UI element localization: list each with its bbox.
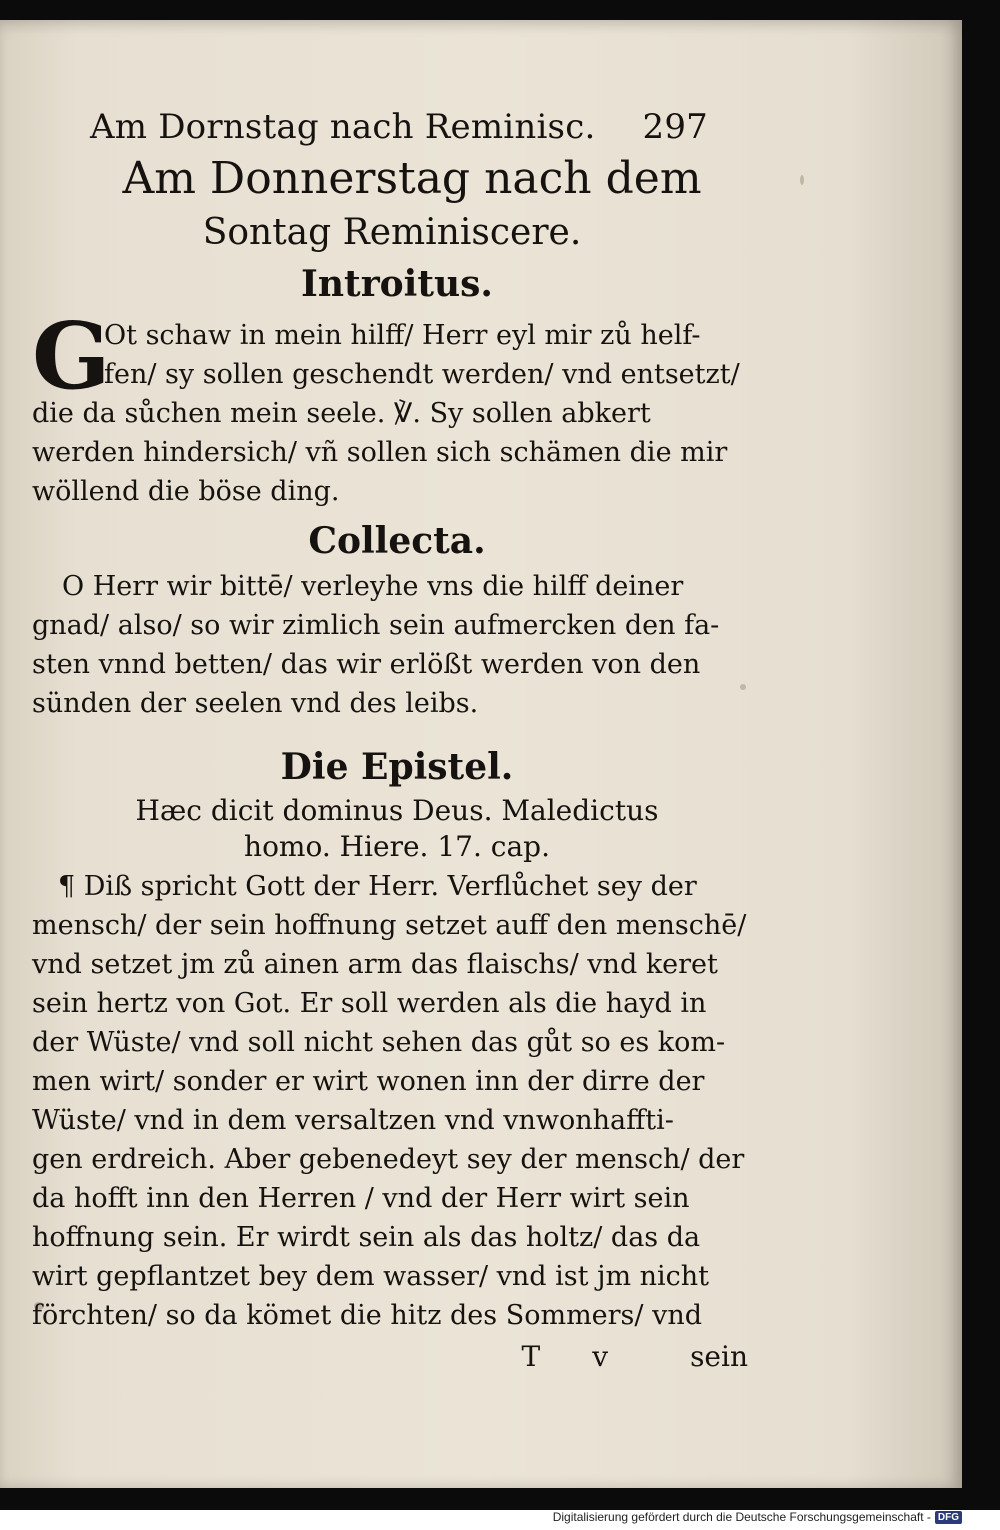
text-line: förchten/ so da kömet die hitz des Sommers/ vnd bbox=[32, 1300, 703, 1331]
text-line: hoffnung sein. Er wirdt sein als das holtz/ das da bbox=[32, 1222, 701, 1253]
text-line: men wirt/ sonder er wirt wonen inn der dirre der bbox=[32, 1066, 705, 1097]
text-line: gnad/ also/ so wir zimlich sein aufmercken den fa- bbox=[32, 610, 720, 641]
text-line: wöllend die böse ding. bbox=[32, 476, 340, 507]
text-line: ¶ Diß spricht Gott der Herr. Verflůchet sey der bbox=[58, 871, 697, 902]
text-line: da hofft inn den Herren / vnd der Herr wirt sein bbox=[32, 1183, 690, 1214]
stain bbox=[800, 175, 804, 185]
page-subtitle: Sontag Reminiscere. bbox=[202, 212, 582, 253]
text-line: sten vnnd betten/ das wir erlößt werden von den bbox=[32, 649, 701, 680]
text-line: fen/ sy sollen geschendt werden/ vnd entsetzt/ bbox=[104, 359, 740, 390]
folio-number: 297 bbox=[642, 107, 708, 147]
running-head-title: Am Dornstag nach Reminisc. bbox=[90, 107, 596, 147]
credit-text: Digitalisierung gefördert durch die Deutsche Forschungsgemeinschaft - bbox=[552, 1510, 931, 1524]
text-line: sein hertz von Got. Er soll werden als die hayd in bbox=[32, 988, 707, 1019]
book-page bbox=[0, 20, 962, 1488]
introitus-heading: Introitus. bbox=[301, 263, 493, 305]
text-line: der Wüste/ vnd soll nicht sehen das gůt so es kom- bbox=[32, 1027, 726, 1058]
page-title: Am Donnerstag nach dem bbox=[122, 153, 702, 204]
drop-capital: G bbox=[32, 302, 111, 410]
latin-line: Hæc dicit dominus Deus. Maledictus bbox=[135, 794, 659, 827]
text-line: sünden der seelen vnd des leibs. bbox=[32, 688, 479, 719]
epistel-heading: Die Epistel. bbox=[280, 746, 514, 788]
text-line: Ot schaw in mein hilff/ Herr eyl mir zů helf- bbox=[104, 320, 701, 351]
page-text bbox=[32, 104, 752, 1377]
signature-number: v bbox=[592, 1340, 609, 1373]
text-line: wirt gepflantzet bey dem wasser/ vnd ist jm nicht bbox=[32, 1261, 710, 1292]
introitus-text bbox=[32, 302, 752, 511]
text-line: Wüste/ vnd in dem versaltzen vnd vnwonhaffti- bbox=[32, 1105, 674, 1136]
text-line: O Herr wir bittē/ verleyhe vns die hilff deiner bbox=[62, 571, 684, 602]
dfg-logo: DFG bbox=[935, 1511, 962, 1524]
text-line: werden hindersich/ vñ sollen sich schämen die mir bbox=[32, 437, 728, 468]
catchword: sein bbox=[690, 1340, 748, 1373]
collecta-heading: Collecta. bbox=[308, 520, 486, 562]
text-line: vnd setzet jm zů ainen arm das flaischs/ vnd keret bbox=[32, 949, 718, 980]
epistel-text bbox=[32, 867, 752, 1335]
signature-mark: T bbox=[521, 1340, 541, 1373]
running-head bbox=[32, 104, 752, 150]
latin-line: homo. Hiere. 17. cap. bbox=[244, 830, 550, 863]
latin-incipit bbox=[32, 793, 752, 865]
collecta-text bbox=[32, 567, 752, 723]
text-line: mensch/ der sein hoffnung setzet auff den menschē/ bbox=[32, 910, 747, 941]
text-line: die da sůchen mein seele. ℣. Sy sollen abkert bbox=[32, 398, 651, 429]
text-line: gen erdreich. Aber gebenedeyt sey der mensch/ der bbox=[32, 1144, 745, 1175]
digitization-credit bbox=[553, 1510, 962, 1524]
catchline bbox=[32, 1337, 752, 1377]
